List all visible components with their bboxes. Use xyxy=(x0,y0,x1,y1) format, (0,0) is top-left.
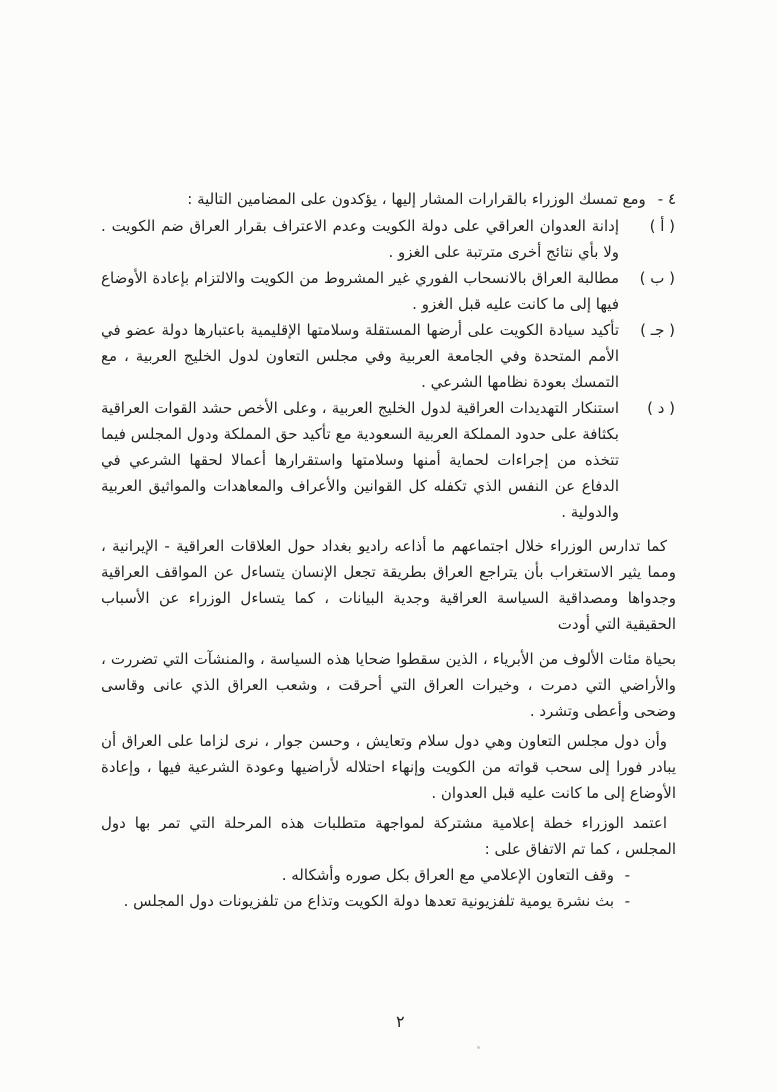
dash-icon: - xyxy=(624,892,630,910)
clause-number: ٤ - xyxy=(657,190,676,208)
bullet-media-cooperation-halt xyxy=(101,862,676,888)
item-text-a: إدانة العدوان العراقي على دولة الكويت وعدم الاعتراف بقرار العراق ضم الكويت . ولا بأي نتائج أخرى مترتبة على الغزو . xyxy=(101,217,619,261)
lettered-item-d xyxy=(101,395,676,525)
lettered-item-b xyxy=(101,265,676,317)
bullet-daily-tv-broadcast xyxy=(101,888,676,914)
clause-intro-text: ومع تمسك الوزراء بالقرارات المشار إليها ، يؤكدون على المضامين التالية : xyxy=(187,190,646,208)
scan-speck xyxy=(477,1046,480,1049)
paragraph-withdrawal-demand: وأن دول مجلس التعاون وهي دول سلام وتعايش ، وحسن جوار ، نرى لزاما على العراق أن يبادر فورا إلى سحب قواته من الكويت وإنهاء احتلاله لأراضيها وعودة الشرعية فيها ، وإعادة الأوضاع إلى ما كانت عليه قبل العدوان . xyxy=(101,732,676,802)
item-marker-a: ( أ ) xyxy=(649,217,675,235)
paragraph-casualties: بحياة مئات الألوف من الأبرياء ، الذين سقطوا ضحايا هذه السياسة ، والمنشآت التي تضررت ، والأراضي التي دمرت ، وخيرات العراق التي أحرقت ، وشعب العراق الذي عانى وقاسى وضحى وأعطى وتشرد . xyxy=(101,650,676,720)
page-number: ٢ xyxy=(396,1012,405,1031)
item-text-b: مطالبة العراق بالانسحاب الفوري غير المشروط من الكويت والالتزام بإعادة الأوضاع فيها إلى ما كانت عليه قبل الغزو . xyxy=(101,269,619,313)
item-text-d: استنكار التهديدات العراقية لدول الخليج العربية ، وعلى الأخص حشد القوات العراقية بكثافة على حدود المملكة العربية السعودية مع تأكيد حق المملكة ودول المجلس فيما تتخذه من إجراءات لحماية أمنها وسلامتها واستقرارها أعمالا لحقها الشرعي في الدفاع عن النفس الذي تكفله كل القوانين والأعراف والمعاهدات والمواثيق العربية والدولية . xyxy=(101,399,619,521)
paragraph-radio-baghdad: كما تدارس الوزراء خلال اجتماعهم ما أذاعه راديو بغداد حول العلاقات العراقية - الإيرانية ، ومما يثير الاستغراب بأن يتراجع العراق بطريقة تجعل الإنسان يتساءل عن المواقف العراقية وجدواها ومصداقية السياسة العراقية وجدية البيانات ، كما يتساءل الوزراء عن الأسباب الحقيقية التي أودت xyxy=(101,537,676,633)
bullet-text-2: بث نشرة يومية تلفزيونية تعدها دولة الكويت وتذاع من تلفزيونات دول المجلس . xyxy=(123,892,614,910)
lettered-item-j xyxy=(101,317,676,395)
item-marker-j: ( جـ ) xyxy=(640,321,675,339)
item-marker-b: ( ب ) xyxy=(639,269,675,287)
clause-4-intro xyxy=(101,186,676,212)
item-text-j: تأكيد سيادة الكويت على أرضها المستقلة وسلامتها الإقليمية باعتبارها دولة عضو في الأمم المتحدة وفي الجامعة العربية وفي مجلس التعاون لدول الخليج العربية ، مع التمسك بعودة نظامها الشرعي . xyxy=(101,321,619,391)
document-body xyxy=(101,186,676,914)
dash-icon: - xyxy=(624,866,630,884)
bullet-text-1: وقف التعاون الإعلامي مع العراق بكل صوره وأشكاله . xyxy=(281,866,614,884)
item-marker-d: ( د ) xyxy=(647,399,675,417)
lettered-item-a xyxy=(101,213,676,265)
paragraph-media-plan: اعتمد الوزراء خطة إعلامية مشتركة لمواجهة متطلبات هذه المرحلة التي تمر بها دول المجلس ، كما تم الاتفاق على : xyxy=(101,814,676,858)
